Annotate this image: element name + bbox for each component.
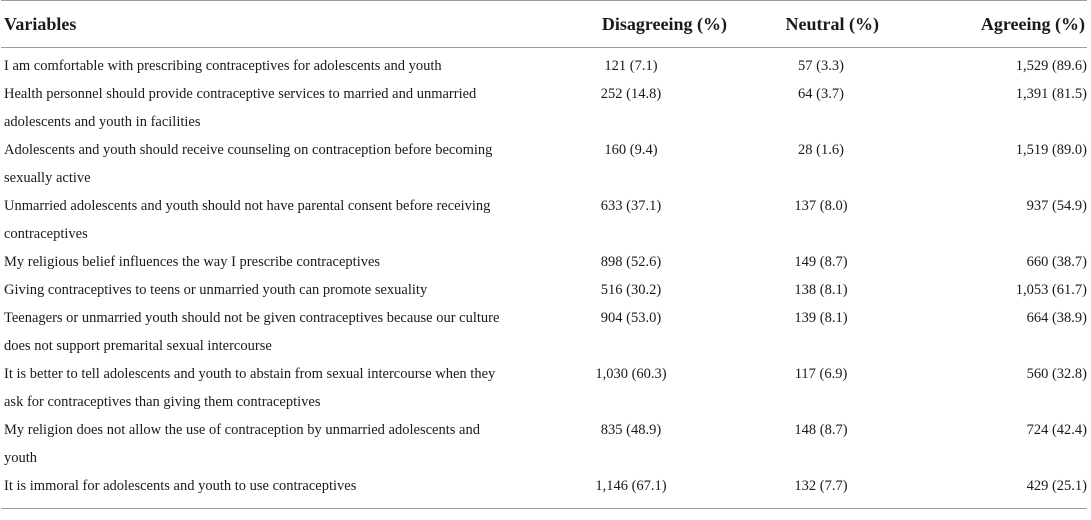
cell-disagreeing: 904 (53.0): [600, 310, 662, 326]
header-agreeing: Agreeing (%): [906, 1, 1087, 48]
cell-agreeing: 1,391 (81.5): [1015, 86, 1087, 102]
cell-variable: Adolescents and youth should receive counseling on contraception before becoming sexually active: [4, 142, 493, 186]
cell-disagreeing: 121 (7.1): [604, 58, 658, 74]
cell-neutral: 117 (6.9): [794, 366, 848, 382]
table-body: [1, 48, 1087, 509]
cell-disagreeing: 516 (30.2): [600, 282, 662, 298]
cell-disagreeing: 160 (9.4): [604, 142, 658, 158]
cell-disagreeing: 835 (48.9): [600, 422, 662, 438]
cell-neutral: 64 (3.7): [798, 86, 844, 102]
cell-variable: My religious belief influences the way I prescribe contraceptives: [4, 254, 381, 270]
cell-neutral: 137 (8.0): [794, 198, 848, 214]
table-row: [1, 276, 1087, 304]
cell-neutral: 28 (1.6): [798, 142, 844, 158]
table-row: [1, 136, 1087, 192]
cell-disagreeing: 898 (52.6): [600, 254, 662, 270]
table-row: [1, 248, 1087, 276]
cell-variable: My religion does not allow the use of contraception by unmarried adolescents and youth: [4, 422, 480, 466]
header-disagreeing: Disagreeing (%): [526, 1, 736, 48]
table-row: [1, 360, 1087, 416]
cell-agreeing: 560 (32.8): [1026, 366, 1087, 382]
table-row: [1, 80, 1087, 136]
cell-neutral: 138 (8.1): [794, 282, 848, 298]
table-header: [1, 1, 1087, 48]
cell-variable: I am comfortable with prescribing contraceptives for adolescents and youth: [4, 58, 442, 74]
table-row: [1, 472, 1087, 509]
cell-variable: It is better to tell adolescents and youth to abstain from sexual intercourse when they ask for contraceptives than giving them contraceptives: [4, 366, 496, 410]
cell-neutral: 149 (8.7): [794, 254, 848, 270]
cell-disagreeing: 252 (14.8): [600, 86, 662, 102]
table-row: [1, 48, 1087, 81]
cell-disagreeing: 1,146 (67.1): [526, 472, 736, 509]
table-row: [1, 192, 1087, 248]
cell-variable: Health personnel should provide contraceptive services to married and unmarried adolescents and youth in facilities: [4, 86, 477, 130]
cell-variable: Teenagers or unmarried youth should not be given contraceptives because our culture does not support premarital sexual intercourse: [4, 310, 500, 354]
cell-disagreeing: 1,030 (60.3): [595, 366, 667, 382]
cell-variable: Giving contraceptives to teens or unmarried youth can promote sexuality: [4, 282, 428, 298]
cell-neutral: 57 (3.3): [798, 58, 844, 74]
cell-agreeing: 429 (25.1): [906, 472, 1087, 509]
cell-agreeing: 1,053 (61.7): [1015, 282, 1087, 298]
cell-agreeing: 660 (38.7): [1026, 254, 1087, 270]
cell-neutral: 132 (7.7): [736, 472, 906, 509]
table-row: [1, 304, 1087, 360]
cell-disagreeing: 633 (37.1): [600, 198, 662, 214]
attitudes-table: [1, 0, 1087, 509]
cell-agreeing: 664 (38.9): [1026, 310, 1087, 326]
header-neutral: Neutral (%): [736, 1, 906, 48]
cell-neutral: 148 (8.7): [794, 422, 848, 438]
header-row: [1, 1, 1087, 48]
cell-agreeing: 1,529 (89.6): [1015, 58, 1087, 74]
cell-agreeing: 937 (54.9): [1026, 198, 1087, 214]
cell-agreeing: 1,519 (89.0): [1015, 142, 1087, 158]
cell-variable: Unmarried adolescents and youth should not have parental consent before receiving contraceptives: [4, 198, 491, 242]
cell-variable: It is immoral for adolescents and youth to use contraceptives: [1, 472, 526, 509]
cell-agreeing: 724 (42.4): [1026, 422, 1087, 438]
cell-neutral: 139 (8.1): [794, 310, 848, 326]
header-variables: Variables: [1, 1, 526, 48]
table-row: [1, 416, 1087, 472]
